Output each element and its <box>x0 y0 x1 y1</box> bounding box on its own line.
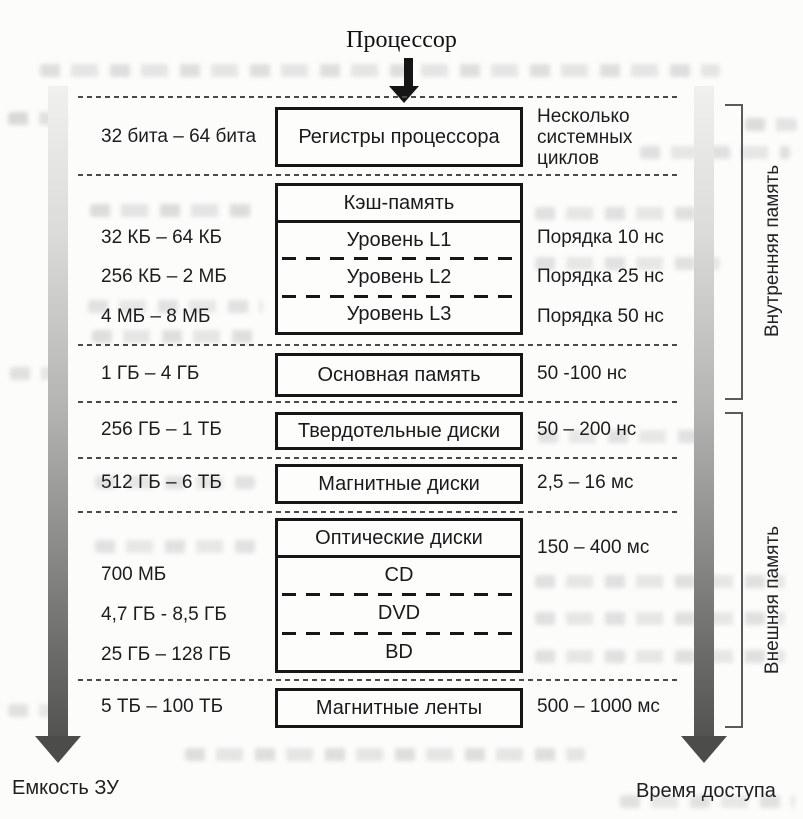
capacity-label-main-memory: 1 ГБ – 4 ГБ <box>101 363 200 384</box>
scan-bleedthrough-artifact <box>745 118 797 131</box>
scan-bleedthrough-artifact <box>535 575 785 588</box>
scan-bleedthrough-artifact <box>535 207 705 220</box>
cache-header: Кэш-память <box>278 186 520 223</box>
section-divider <box>78 457 678 459</box>
section-divider <box>78 401 678 403</box>
scan-bleedthrough-artifact <box>535 650 785 663</box>
capacity-label-l1: 32 КБ – 64 КБ <box>101 227 223 248</box>
cache-level-l3: Уровень L3 <box>346 303 452 326</box>
section-divider <box>78 96 678 98</box>
capacity-label-l3: 4 МБ – 8 МБ <box>101 306 211 327</box>
capacity-label-hdd: 512 ГБ – 6 ТБ <box>101 472 222 493</box>
time-label-tapes: 500 – 1000 мс <box>537 696 660 717</box>
section-divider <box>78 679 678 681</box>
time-label-registers: Несколько системных циклов <box>537 106 633 169</box>
memory-box-label: Магнитные ленты <box>315 696 483 719</box>
memory-box-label: Твердотельные диски <box>297 419 501 442</box>
time-label-optical: 150 – 400 мс <box>537 537 650 558</box>
memory-box-label: Магнитные диски <box>318 472 480 495</box>
optical-cd: CD <box>384 564 414 587</box>
capacity-label-ssd: 256 ГБ – 1 ТБ <box>101 419 222 440</box>
capacity-label-registers: 32 бита – 64 бита <box>101 126 257 147</box>
section-divider <box>78 511 678 513</box>
diagram-title: Процессор <box>346 27 457 53</box>
time-label-ssd: 50 – 200 нс <box>537 419 637 440</box>
capacity-axis-label: Емкость ЗУ <box>12 777 119 799</box>
memory-box-label: Основная память <box>317 363 481 386</box>
time-label-l1: Порядка 10 нс <box>537 227 664 248</box>
internal-memory-bracket <box>725 104 743 400</box>
memory-box-hdd <box>275 464 523 504</box>
memory-box-registers <box>275 107 523 167</box>
optical-dvd: DVD <box>377 602 421 625</box>
capacity-label-tapes: 5 ТБ – 100 ТБ <box>101 696 224 717</box>
capacity-label-l2: 256 КБ – 2 МБ <box>101 266 227 287</box>
capacity-arrow-icon <box>48 86 68 736</box>
access-time-arrow-icon <box>681 736 727 763</box>
capacity-label-dvd: 4,7 ГБ - 8,5 ГБ <box>101 604 227 625</box>
cache-level-l2: Уровень L2 <box>346 265 452 288</box>
scan-bleedthrough-artifact <box>535 612 785 625</box>
external-memory-bracket <box>725 412 743 728</box>
cpu-down-arrow-icon <box>404 58 413 87</box>
time-label-main-memory: 50 -100 нс <box>537 363 627 384</box>
time-label-hdd: 2,5 – 16 мс <box>537 472 634 493</box>
scan-bleedthrough-artifact <box>185 748 585 761</box>
scan-bleedthrough-artifact <box>640 146 790 159</box>
memory-box-cache <box>275 183 523 335</box>
access-time-axis-label: Время доступа <box>636 780 776 802</box>
internal-memory-label: Внутренняя память <box>762 164 783 337</box>
scan-bleedthrough-artifact <box>40 64 720 77</box>
scan-bleedthrough-artifact <box>90 204 260 217</box>
time-label-l3: Порядка 50 нс <box>537 306 664 327</box>
memory-box-ssd <box>275 412 523 450</box>
capacity-label-cd: 700 МБ <box>101 564 167 585</box>
capacity-label-bd: 25 ГБ – 128 ГБ <box>101 644 232 665</box>
access-time-arrow-icon <box>694 86 714 736</box>
memory-box-main-memory <box>275 353 523 397</box>
capacity-arrow-icon <box>35 736 81 763</box>
optical-bd: BD <box>385 640 413 663</box>
memory-box-label: Регистры процессора <box>298 125 500 148</box>
section-divider <box>78 344 678 346</box>
section-divider <box>78 174 678 176</box>
external-memory-label: Внешняя память <box>762 525 783 675</box>
cpu-down-arrow-icon <box>389 86 419 103</box>
scan-bleedthrough-artifact <box>92 330 262 343</box>
optical-header: Оптические диски <box>278 521 520 558</box>
cache-level-l1: Уровень L1 <box>346 228 452 251</box>
memory-box-optical <box>275 518 523 673</box>
scan-bleedthrough-artifact <box>95 540 260 553</box>
time-label-l2: Порядка 25 нс <box>537 266 664 287</box>
memory-box-tapes <box>275 688 523 728</box>
